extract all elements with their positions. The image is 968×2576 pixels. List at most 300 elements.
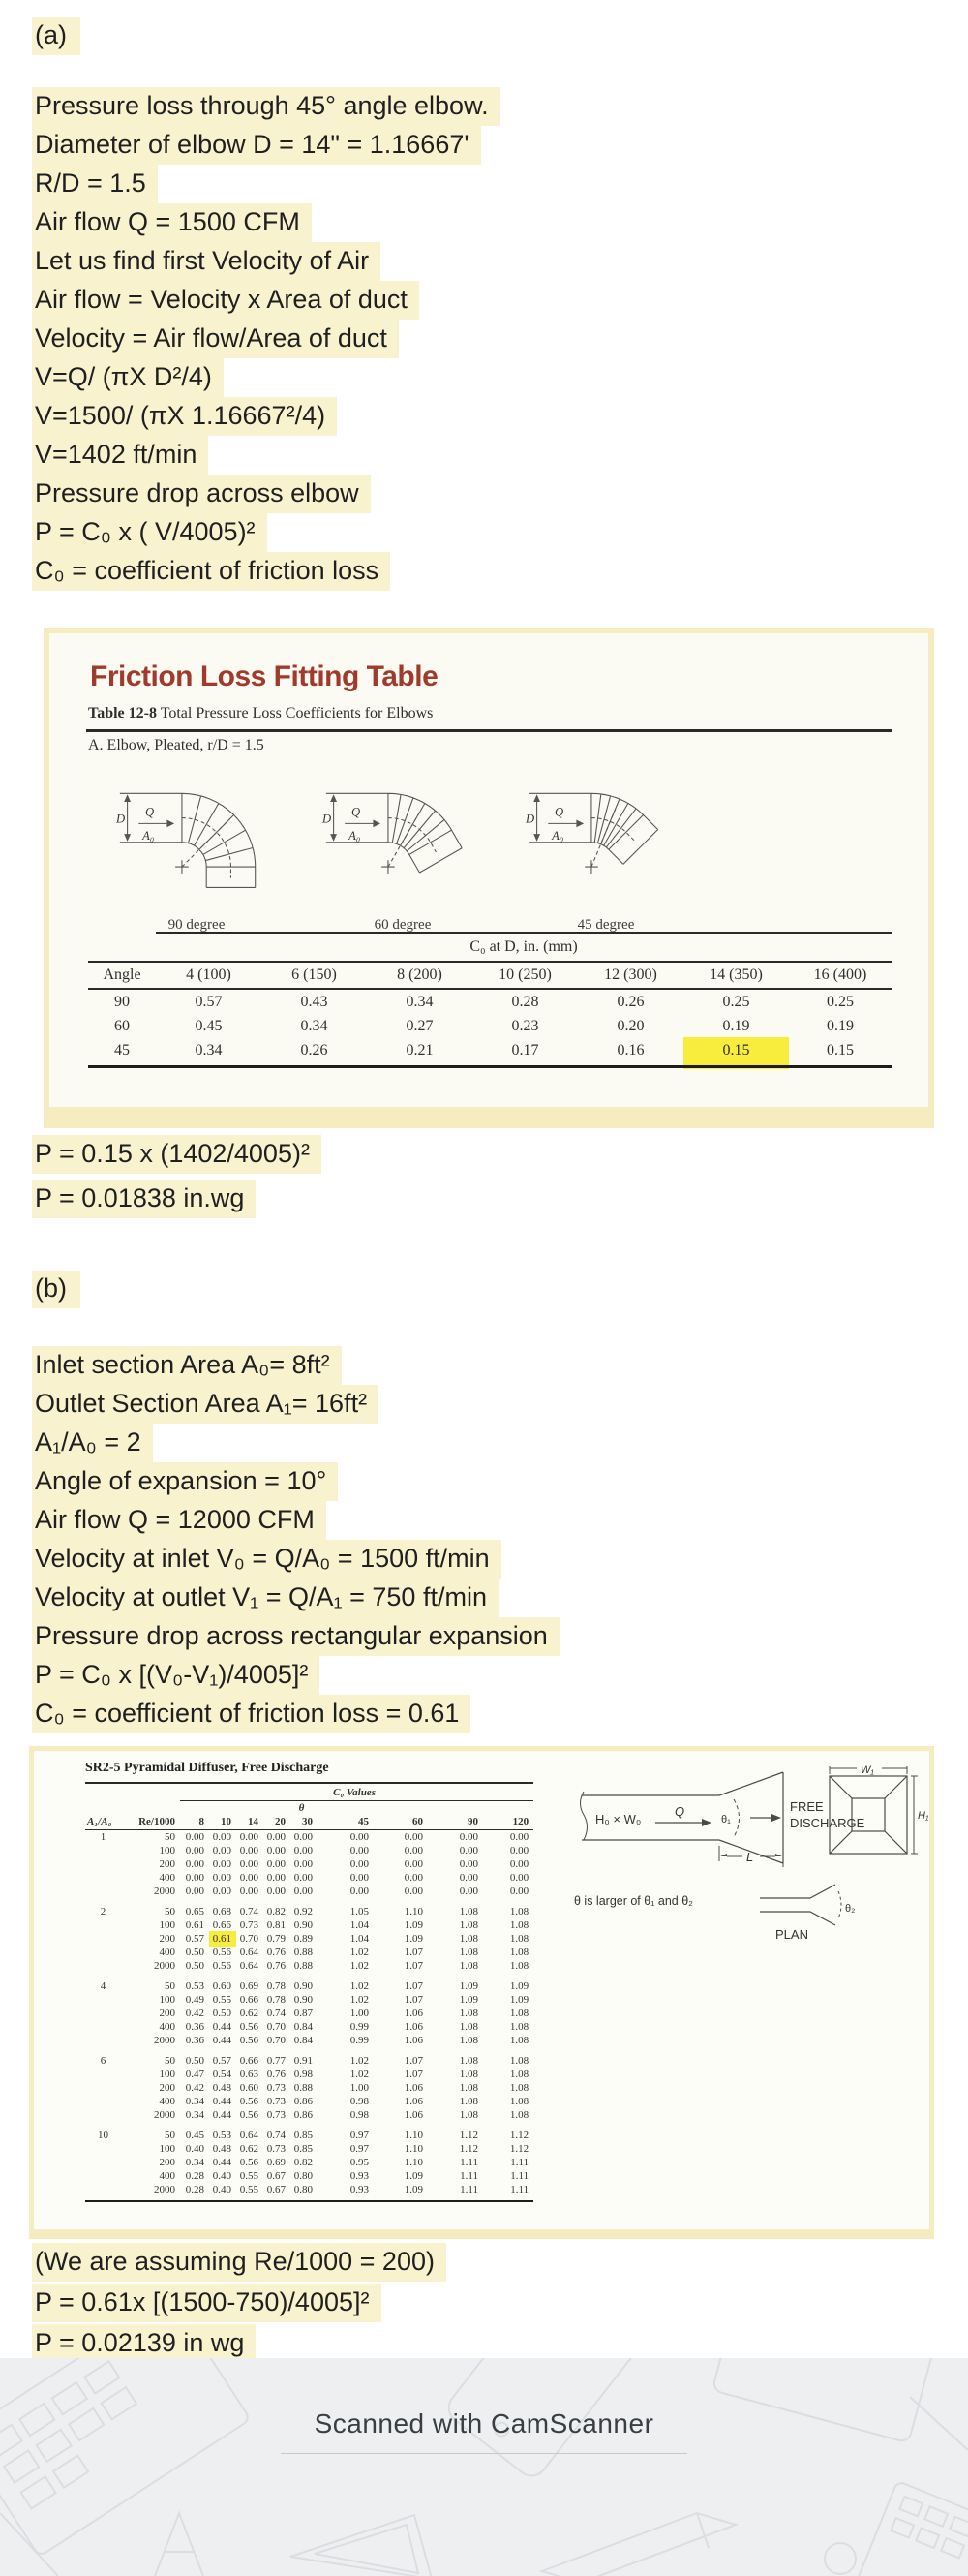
table-cell: 1.08 xyxy=(509,2008,529,2019)
table-cell: 1.05 xyxy=(349,1906,369,1917)
table-cell: 0.56 xyxy=(239,2109,258,2121)
table-cell: 0.27 xyxy=(406,1017,434,1034)
theta-header: θ xyxy=(298,1801,305,1814)
highlighted-text: C₀ = coefficient of friction loss = 0.61 xyxy=(32,1695,470,1733)
table-row xyxy=(88,1014,892,1038)
table-cell: 0.50 xyxy=(185,1947,204,1958)
table-cell: 0.97 xyxy=(349,2143,369,2155)
section-a-results xyxy=(32,1135,321,1224)
table-row xyxy=(88,989,892,1014)
table-row xyxy=(85,1844,533,1857)
text-line-row xyxy=(32,552,500,591)
table-cell: 0.49 xyxy=(185,1994,204,2006)
table-cell xyxy=(85,2034,126,2047)
section-b-results xyxy=(32,2243,446,2365)
table-cell: 0.81 xyxy=(266,1919,286,1931)
table-cell: 1.08 xyxy=(509,2035,529,2046)
table-cell: 0.85 xyxy=(293,2143,313,2155)
theta-header-row xyxy=(85,1801,533,1815)
table-cell: 0.73 xyxy=(266,2096,286,2107)
table-cell: 0.28 xyxy=(511,993,539,1010)
table-row xyxy=(85,2047,533,2068)
table-row xyxy=(85,1959,533,1973)
table-cell: 2000 xyxy=(154,2109,175,2121)
table-span-header-row xyxy=(88,933,892,962)
table-cell: 0.87 xyxy=(293,2008,313,2019)
table-cell: 0.45 xyxy=(185,2130,204,2141)
col-header: 8 xyxy=(180,1814,209,1830)
table-cell: 0.55 xyxy=(236,2183,263,2201)
blank-cell xyxy=(88,933,156,962)
table-cell: 0.34 xyxy=(185,2096,204,2107)
a0-label: A₀ xyxy=(552,828,564,843)
table-row xyxy=(88,1038,892,1067)
table-row xyxy=(85,2183,533,2201)
table-cell: 1.11 xyxy=(460,2170,478,2182)
table-cell: 0.93 xyxy=(349,2170,369,2182)
table-cell: 1.06 xyxy=(404,2008,423,2019)
flow-arrowhead xyxy=(373,820,380,828)
table-cell: 1.08 xyxy=(459,2069,478,2080)
col-header: 4 (100) xyxy=(156,962,261,989)
text-line-row xyxy=(32,436,500,475)
plan-label: PLAN xyxy=(775,1927,808,1942)
table-cell: 1.09 xyxy=(404,1933,423,1945)
table-cell: 0.99 xyxy=(349,2035,369,2046)
table-cell: 0.00 xyxy=(509,1872,529,1884)
d-arrow-bottom xyxy=(124,834,131,842)
col-header: 45 xyxy=(318,1814,374,1830)
table-cell: 0.00 xyxy=(293,1858,313,1870)
table-cell: 1.02 xyxy=(349,1947,369,1958)
table-cell: 0.20 xyxy=(617,1017,645,1034)
table-row xyxy=(85,2142,533,2156)
table-row xyxy=(85,1857,533,1871)
table-cell: 1.08 xyxy=(459,2008,478,2019)
table-cell: 400 xyxy=(159,1947,175,1958)
text-line-row xyxy=(32,1462,560,1501)
free-label: FREE xyxy=(790,1799,824,1814)
table-cell: 1.11 xyxy=(460,2157,478,2168)
highlighted-text: Angle of expansion = 10° xyxy=(32,1462,338,1501)
table-cell: 0.89 xyxy=(293,1933,313,1945)
camscanner-footer xyxy=(0,2358,968,2576)
table-cell: 1.12 xyxy=(509,2130,529,2141)
table-cell: 0.26 xyxy=(261,1038,367,1067)
table-cell: 0.90 xyxy=(293,1980,313,1992)
table-cell: 1.08 xyxy=(459,2082,478,2094)
text-line-row xyxy=(32,1180,321,1224)
highlighted-text: Air flow Q = 1500 CFM xyxy=(32,203,312,242)
text-line-row xyxy=(32,87,500,126)
highlighted-text: Let us find first Velocity of Air xyxy=(32,242,380,281)
table-cell: 1.02 xyxy=(349,1994,369,2006)
table-cell: 0.28 xyxy=(185,2170,204,2182)
table-cell: 1.02 xyxy=(349,1960,369,1972)
table-cell: 0.76 xyxy=(266,1960,286,1972)
table-cell: 0.88 xyxy=(293,1947,313,1958)
table-cell: 0.73 xyxy=(266,2082,286,2094)
table-cell: 1.09 xyxy=(404,2170,423,2182)
table-cell: 0.61 xyxy=(209,1932,236,1946)
table-cell: 0.19 xyxy=(722,1017,750,1034)
elbow-outline xyxy=(120,793,256,887)
table-cell: 0.00 xyxy=(212,1831,231,1843)
table-cell: 200 xyxy=(159,2157,175,2168)
table-cell: 1.06 xyxy=(404,2109,423,2121)
highlighted-text: R/D = 1.5 xyxy=(32,165,158,203)
text-line-row xyxy=(32,1424,560,1462)
table-cell: 1.07 xyxy=(404,1994,423,2006)
table-cell: 0.56 xyxy=(239,2096,258,2107)
table-cell: 0.44 xyxy=(212,2109,231,2121)
highlighted-text: Diameter of elbow D = 14" = 1.16667' xyxy=(32,126,481,165)
table-cell: 1.07 xyxy=(404,1947,423,1958)
table-cell: 0.68 xyxy=(212,1906,231,1917)
table-cell: 0.28 xyxy=(180,2183,209,2201)
d-arrow-top xyxy=(124,794,131,802)
table-cell: 0.21 xyxy=(367,1038,472,1067)
table-row xyxy=(85,2007,533,2020)
table-cell: 1.08 xyxy=(509,2069,529,2080)
table-cell: 0.47 xyxy=(185,2069,204,2080)
table-cell: 10 xyxy=(98,2130,108,2141)
table-cell: 100 xyxy=(159,1845,175,1856)
highlighted-text: Velocity at inlet V₀ = Q/A₀ = 1500 ft/min xyxy=(32,1540,501,1579)
table-cell: 2000 xyxy=(154,2035,175,2046)
friction-loss-table xyxy=(88,932,892,1068)
table-cell: 1.06 xyxy=(404,2082,423,2094)
table-cell: 0.90 xyxy=(293,1994,313,2006)
table-cell: 0.00 xyxy=(212,1858,231,1870)
table-cell: 1.02 xyxy=(349,1980,369,1992)
table-cell: 0.65 xyxy=(185,1906,204,1917)
table-cell: 1.02 xyxy=(349,2069,369,2080)
pencil-doodle-icon xyxy=(542,2513,736,2576)
circle-doodle-icon xyxy=(825,2543,856,2574)
table-cell: 0.40 xyxy=(212,2170,231,2182)
table-cell: 1.10 xyxy=(404,2143,423,2155)
text-line-row xyxy=(32,320,500,358)
center-cross xyxy=(175,860,189,874)
table-cell: 0.90 xyxy=(293,1919,313,1931)
table-row xyxy=(85,1830,533,1845)
elbow-pleated-subtitle: A. Elbow, Pleated, r/D = 1.5 xyxy=(88,737,264,753)
table-cell: 0.34 xyxy=(406,993,434,1010)
table-cell: 0.00 xyxy=(212,1872,231,1884)
table-cell: 1.08 xyxy=(509,2021,529,2033)
table-cell: 0.55 xyxy=(212,1994,231,2006)
col-header: Angle xyxy=(88,962,156,989)
table-cell: 50 xyxy=(165,2130,175,2141)
elbow-90-diagram xyxy=(114,763,279,934)
table-cell: 0.36 xyxy=(185,2035,204,2046)
table-cell: 0.00 xyxy=(266,1831,286,1843)
table-cell: 0.25 xyxy=(827,993,854,1010)
table-cell: 0.98 xyxy=(349,2109,369,2121)
table-row xyxy=(85,2020,533,2034)
table-cell xyxy=(85,2007,126,2020)
table-cell: 0.00 xyxy=(404,1886,423,1897)
table-cell: 0.00 xyxy=(293,1831,313,1843)
table-cell: 1.08 xyxy=(509,1919,529,1931)
text-line-row xyxy=(32,1579,560,1617)
table-cell: 0.61 xyxy=(185,1919,204,1931)
table-cell: 0.88 xyxy=(293,2082,313,2094)
table-cell: 400 xyxy=(159,1872,175,1884)
table-cell: 0.77 xyxy=(266,2055,286,2067)
table-cell: 0.50 xyxy=(212,2008,231,2019)
table-cell: 0.79 xyxy=(266,1933,286,1945)
table-cell: 0.67 xyxy=(263,2183,290,2201)
table-cell: 0.00 xyxy=(293,1845,313,1856)
table-cell: 0.00 xyxy=(239,1831,258,1843)
table-cell xyxy=(85,1885,126,1898)
table-cell: 0.00 xyxy=(349,1831,369,1843)
table-cell: 0.44 xyxy=(212,2021,231,2033)
table-cell: 0.44 xyxy=(212,2035,231,2046)
discharge-label: DISCHARGE xyxy=(790,1816,865,1830)
duct-size-label: H₀ × W₀ xyxy=(595,1812,642,1826)
table-cell: 1.12 xyxy=(459,2143,478,2155)
text-line-row xyxy=(32,242,500,281)
table-cell: 0.66 xyxy=(239,2055,258,2067)
table-cell xyxy=(85,1993,126,2007)
table-cell: 0.84 xyxy=(293,2021,313,2033)
highlighted-text: (We are assuming Re/1000 = 200) xyxy=(32,2243,446,2282)
table-row xyxy=(85,1993,533,2007)
table-row xyxy=(85,2122,533,2142)
discharge-arrowhead xyxy=(771,1814,781,1822)
text-line-row xyxy=(32,2284,446,2324)
diffuser-figure xyxy=(566,1764,929,1968)
text-line-row xyxy=(32,475,500,513)
section-b-text-block xyxy=(32,1346,560,1733)
table-cell: 50 xyxy=(165,1980,175,1992)
table-cell: 1.10 xyxy=(404,2130,423,2141)
elbow-45-caption: 45 degree xyxy=(577,917,635,933)
table-cell: 1.08 xyxy=(459,1933,478,1945)
table-column-header-row xyxy=(85,1814,533,1830)
table-cell xyxy=(85,2183,126,2201)
flow-arrowhead xyxy=(166,820,174,828)
highlighted-text: Velocity = Air flow/Area of duct xyxy=(32,320,399,358)
table-cell: 0.54 xyxy=(212,2069,231,2080)
table-12-8-caption xyxy=(88,705,433,722)
table-cell: 50 xyxy=(165,1906,175,1917)
text-line-row xyxy=(32,1656,560,1695)
table-cell: 100 xyxy=(159,2069,175,2080)
highlighted-text: P = C₀ x ( V/4005)² xyxy=(32,513,267,552)
table-cell: 0.23 xyxy=(511,1017,539,1034)
table-cell xyxy=(85,1932,126,1946)
highlighted-text: P = C₀ x [(V₀-V₁)/4005]² xyxy=(32,1656,319,1695)
table-cell: 0.34 xyxy=(185,2157,204,2168)
table-cell xyxy=(85,2095,126,2108)
letter-a-doodle-icon xyxy=(155,2513,203,2576)
table-cell: 0.85 xyxy=(293,2130,313,2141)
elbow-90-caption: 90 degree xyxy=(167,917,226,933)
table-cell: 0.15 xyxy=(789,1038,892,1067)
table-cell: 0.80 xyxy=(293,2170,313,2182)
table-cell: 1.10 xyxy=(404,1906,423,1917)
table-cell: 0.86 xyxy=(293,2096,313,2107)
text-line-row xyxy=(32,1695,560,1733)
table-cell: 0.62 xyxy=(239,2143,258,2155)
table-cell: 0.00 xyxy=(266,1858,286,1870)
table-cell: 0.00 xyxy=(509,1845,529,1856)
table-row xyxy=(85,1898,533,1918)
table-cell xyxy=(85,2068,126,2081)
col-header: 120 xyxy=(483,1814,533,1830)
table-cell: 1.08 xyxy=(459,2055,478,2067)
table-cell: 0.00 xyxy=(349,1872,369,1884)
table-cell: 0.48 xyxy=(212,2082,231,2094)
highlighted-text: Outlet Section Area A₁= 16ft² xyxy=(32,1385,378,1424)
col-header: 90 xyxy=(428,1814,483,1830)
text-line-row xyxy=(32,1617,560,1656)
table-cell: 1.11 xyxy=(428,2183,483,2201)
elbow-outline xyxy=(529,793,658,864)
col-header: 12 (300) xyxy=(578,962,683,989)
table-cell: 0.00 xyxy=(239,1845,258,1856)
table-cell: 0.00 xyxy=(349,1886,369,1897)
table-cell: 0.50 xyxy=(185,2055,204,2067)
table-cell xyxy=(85,1871,126,1885)
table-cell: 1.09 xyxy=(459,1994,478,2006)
c0-values-header: C₀ Values xyxy=(180,1783,533,1801)
table-cell: 2 xyxy=(100,1906,106,1917)
table-cell: 0.00 xyxy=(349,1858,369,1870)
highlighted-text: C₀ = coefficient of friction loss xyxy=(32,552,390,591)
table-cell: 0.19 xyxy=(827,1017,854,1034)
text-line-row xyxy=(32,358,500,397)
d-label: D xyxy=(115,812,126,826)
col-header: Re/1000 xyxy=(126,1814,180,1830)
q-label: Q xyxy=(351,805,361,819)
table-cell: 0.00 xyxy=(404,1845,423,1856)
table-cell: 100 xyxy=(159,1919,175,1931)
table-cell xyxy=(85,2169,126,2183)
section-label-text: (a) xyxy=(32,17,80,55)
table-cell: 0.70 xyxy=(239,1933,258,1945)
table-cell: 2000 xyxy=(154,1960,175,1972)
highlighted-text: Pressure drop across rectangular expansion xyxy=(32,1617,560,1656)
table-cell: 0.93 xyxy=(318,2183,374,2201)
center-cross xyxy=(381,860,395,874)
diffuser-table-scan xyxy=(29,1746,934,2239)
a0-label: A₀ xyxy=(142,828,155,843)
table-cell: 0.00 xyxy=(459,1886,478,1897)
highlighted-text: P = 0.01838 in.wg xyxy=(32,1180,256,1218)
blank-cell xyxy=(428,1801,533,1815)
d-arrow-top xyxy=(330,794,337,802)
table-cell: 0.66 xyxy=(212,1919,231,1931)
table-cell: 0.73 xyxy=(266,2143,286,2155)
table-cell: 1.09 xyxy=(374,2183,428,2201)
table-cell: 1.07 xyxy=(404,1960,423,1972)
table-cell: 0.00 xyxy=(404,1831,423,1843)
table-cell: 0.60 xyxy=(239,2082,258,2094)
table-cell: 1.08 xyxy=(509,1947,529,1958)
table-cell xyxy=(85,2020,126,2034)
table-cell: 1.06 xyxy=(404,2096,423,2107)
table-cell: 0.17 xyxy=(472,1038,578,1067)
plan-lines xyxy=(760,1885,835,1925)
theta2-label: θ₂ xyxy=(845,1903,856,1915)
highlighted-text: Air flow Q = 12000 CFM xyxy=(32,1501,326,1540)
d-arrow-top xyxy=(533,794,540,802)
table-cell: 0.64 xyxy=(239,2130,258,2141)
table-cell: 1.09 xyxy=(404,1919,423,1931)
table-cell: 0.78 xyxy=(266,1980,286,1992)
table-cell: 0.67 xyxy=(266,2170,286,2182)
col-header: 10 xyxy=(209,1814,236,1830)
highlighted-text: Pressure drop across elbow xyxy=(32,475,371,513)
pyramid-edges xyxy=(830,1776,907,1854)
highlighted-text: P = 0.15 x (1402/4005)² xyxy=(32,1135,321,1174)
col-header: 60 xyxy=(374,1814,428,1830)
table-cell: 0.69 xyxy=(266,2157,286,2168)
table-cell: 0.53 xyxy=(212,2130,231,2141)
d-arrow-bottom xyxy=(330,834,337,842)
table-cell: 0.95 xyxy=(349,2157,369,2168)
table-cell: 50 xyxy=(165,2055,175,2067)
table-cell: 0.45 xyxy=(195,1017,223,1034)
diffuser-table-body xyxy=(85,1830,533,2202)
table-cell: 1.02 xyxy=(349,2055,369,2067)
table-cell: 0.84 xyxy=(293,2035,313,2046)
table-cell: 0.69 xyxy=(239,1980,258,1992)
table-cell: 1 xyxy=(100,1831,106,1843)
heavy-rule xyxy=(86,729,892,732)
table-cell: 0.56 xyxy=(239,2157,258,2168)
table-cell: 0.34 xyxy=(156,1038,261,1067)
text-line-row xyxy=(32,126,500,165)
table-column-header-row xyxy=(88,962,892,989)
highlighted-text: Air flow = Velocity x Area of duct xyxy=(32,281,419,320)
table-cell: 0.42 xyxy=(185,2082,204,2094)
table-cell xyxy=(85,1946,126,1959)
table-row xyxy=(85,2108,533,2122)
table-cell: 0.50 xyxy=(185,1960,204,1972)
h1-label: H₁ xyxy=(918,1810,929,1822)
table-cell: 1.00 xyxy=(349,2082,369,2094)
table-cell: 1.08 xyxy=(509,1960,529,1972)
table-cell: 200 xyxy=(159,2082,175,2094)
table-cell: 1.08 xyxy=(509,1906,529,1917)
highlighted-text: Pressure loss through 45° angle elbow. xyxy=(32,87,500,126)
table-cell: 0.53 xyxy=(185,1980,204,1992)
table-cell: 100 xyxy=(159,2143,175,2155)
table-cell: 0.00 xyxy=(185,1872,204,1884)
text-line-row xyxy=(32,165,500,203)
col-header: 8 (200) xyxy=(367,962,472,989)
col-header: 14 (350) xyxy=(683,962,789,989)
table-cell: 0.42 xyxy=(185,2008,204,2019)
elbow-60-drawing xyxy=(320,763,485,910)
text-line-row xyxy=(32,397,500,436)
text-line-row xyxy=(32,1346,560,1385)
table-cell: 1.12 xyxy=(509,2143,529,2155)
h1-dimension xyxy=(911,1776,918,1854)
table-cell: 1.09 xyxy=(509,1980,529,1992)
table-cell: 0.00 xyxy=(459,1858,478,1870)
theta-note: θ is larger of θ₁ and θ₂ xyxy=(574,1894,694,1908)
table-cell: 50 xyxy=(165,1831,175,1843)
table-cell: 0.56 xyxy=(239,2035,258,2046)
table-cell: 0.00 xyxy=(509,1858,529,1870)
